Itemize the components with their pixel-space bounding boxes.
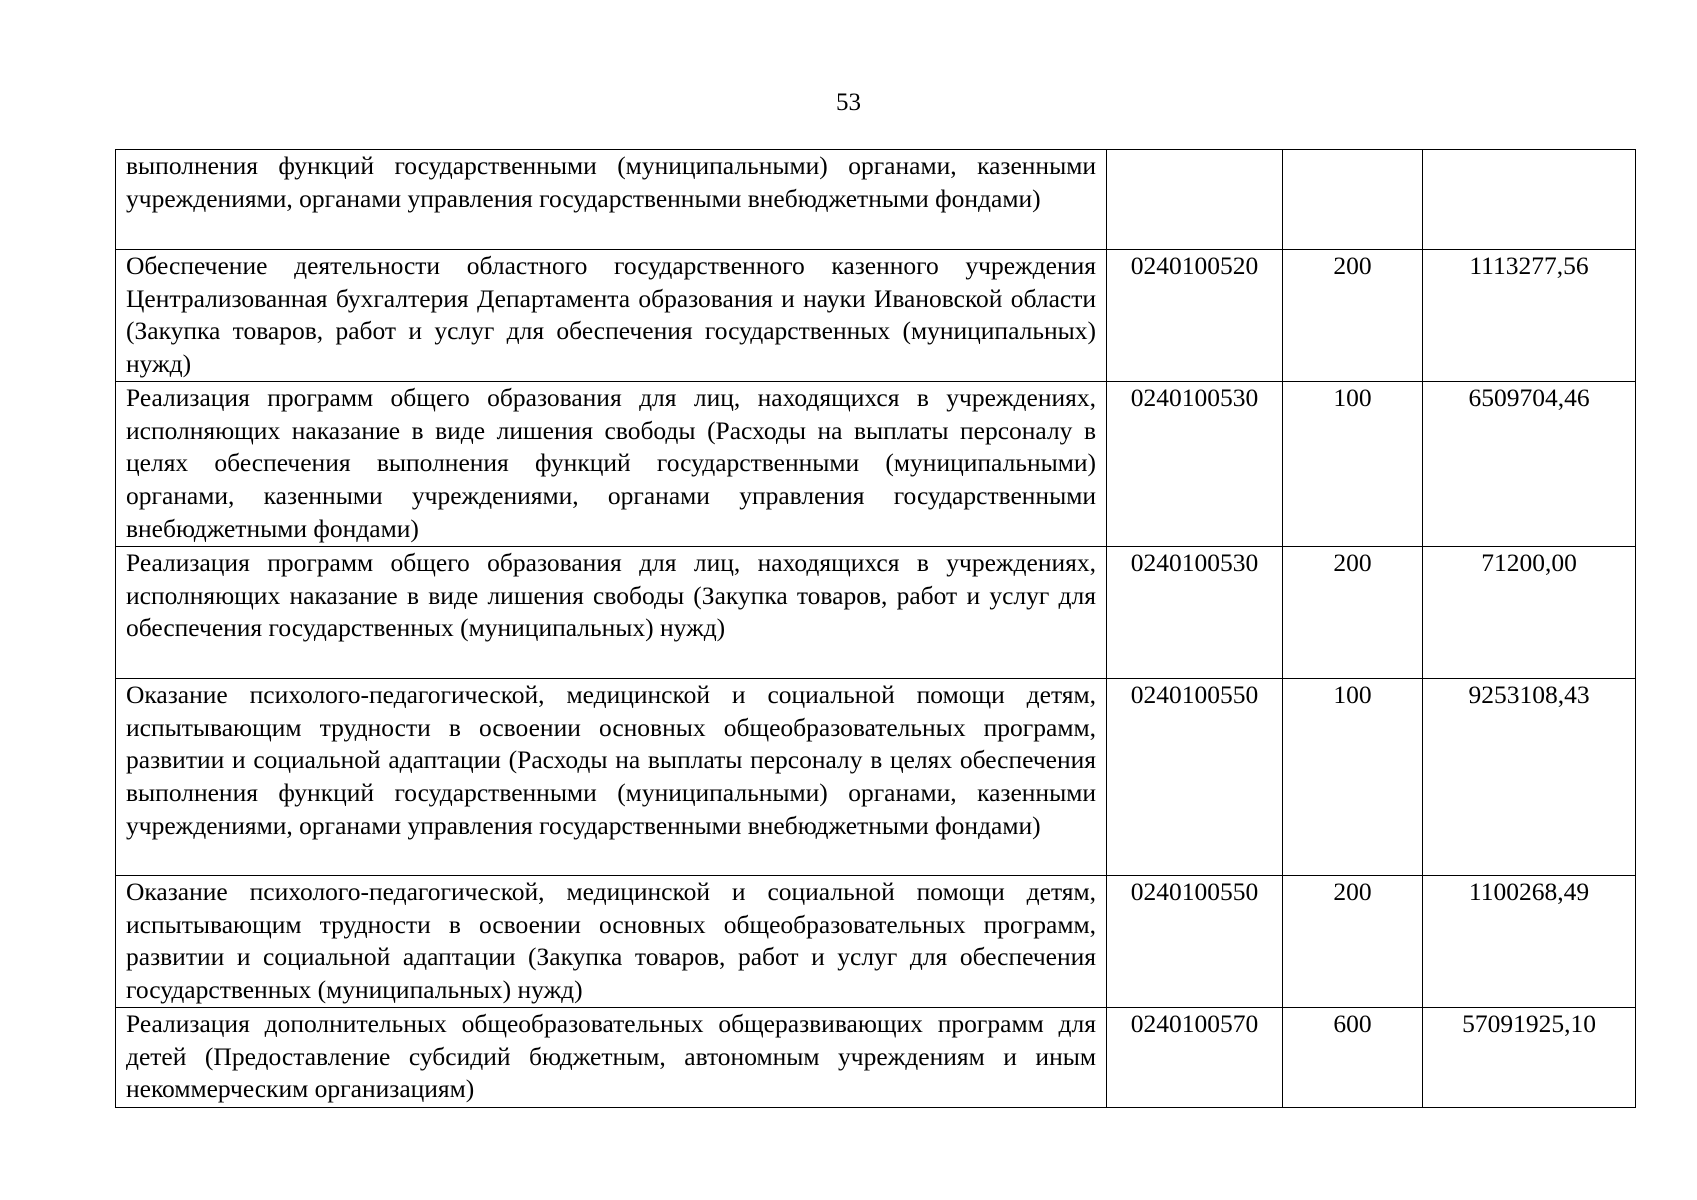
row-target-code: 0240100570 bbox=[1107, 1008, 1283, 1108]
budget-table-body bbox=[116, 150, 1636, 1108]
row-expense-type: 100 bbox=[1283, 382, 1423, 547]
table-row bbox=[116, 382, 1636, 547]
row-amount: 71200,00 bbox=[1423, 547, 1636, 679]
budget-table bbox=[115, 149, 1636, 1108]
row-target-code: 0240100550 bbox=[1107, 679, 1283, 876]
row-target-code: 0240100520 bbox=[1107, 250, 1283, 382]
row-amount: 9253108,43 bbox=[1423, 679, 1636, 876]
table-row bbox=[116, 876, 1636, 1008]
row-amount: 1113277,56 bbox=[1423, 250, 1636, 382]
row-amount bbox=[1423, 150, 1636, 250]
row-target-code: 0240100530 bbox=[1107, 547, 1283, 679]
page-number: 53 bbox=[836, 89, 861, 116]
row-description: выполнения функций государственными (муниципальными) органами, казенными учреждениями, органами управления государственными внебюджетными фондами) bbox=[116, 150, 1107, 250]
table-row bbox=[116, 679, 1636, 876]
table-row bbox=[116, 150, 1636, 250]
row-expense-type: 200 bbox=[1283, 250, 1423, 382]
row-amount: 1100268,49 bbox=[1423, 876, 1636, 1008]
row-description: Оказание психолого-педагогической, медицинской и социальной помощи детям, испытывающим трудности в освоении основных общеобразовательных программ, развитии и социальной адаптации (Закупка товаров, работ и услуг для обеспечения государственных (муниципальных) нужд) bbox=[116, 876, 1107, 1008]
row-description: Реализация дополнительных общеобразовательных общеразвивающих программ для детей (Предоставление субсидий бюджетным, автономным учреждениям и иным некоммерческим организациям) bbox=[116, 1008, 1107, 1108]
row-description: Обеспечение деятельности областного государственного казенного учреждения Централизованная бухгалтерия Департамента образования и науки Ивановской области (Закупка товаров, работ и услуг для обеспечения государственных (муниципальных) нужд) bbox=[116, 250, 1107, 382]
row-amount: 57091925,10 bbox=[1423, 1008, 1636, 1108]
row-description: Реализация программ общего образования для лиц, находящихся в учреждениях, исполняющих наказание в виде лишения свободы (Расходы на выплаты персоналу в целях обеспечения выполнения функций государственными (муниципальными) органами, казенными учреждениями, органами управления государственными внебюджетными фондами) bbox=[116, 382, 1107, 547]
row-target-code: 0240100550 bbox=[1107, 876, 1283, 1008]
row-expense-type: 200 bbox=[1283, 547, 1423, 679]
row-amount: 6509704,46 bbox=[1423, 382, 1636, 547]
row-description: Оказание психолого-педагогической, медицинской и социальной помощи детям, испытывающим трудности в освоении основных общеобразовательных программ, развитии и социальной адаптации (Расходы на выплаты персоналу в целях обеспечения выполнения функций государственными (муниципальными) органами, казенными учреждениями, органами управления государственными внебюджетными фондами) bbox=[116, 679, 1107, 876]
row-target-code bbox=[1107, 150, 1283, 250]
row-target-code: 0240100530 bbox=[1107, 382, 1283, 547]
row-expense-type: 200 bbox=[1283, 876, 1423, 1008]
table-row bbox=[116, 1008, 1636, 1108]
table-row bbox=[116, 250, 1636, 382]
table-row bbox=[116, 547, 1636, 679]
row-description: Реализация программ общего образования для лиц, находящихся в учреждениях, исполняющих наказание в виде лишения свободы (Закупка товаров, работ и услуг для обеспечения государственных (муниципальных) нужд) bbox=[116, 547, 1107, 679]
row-expense-type bbox=[1283, 150, 1423, 250]
row-expense-type: 100 bbox=[1283, 679, 1423, 876]
row-expense-type: 600 bbox=[1283, 1008, 1423, 1108]
